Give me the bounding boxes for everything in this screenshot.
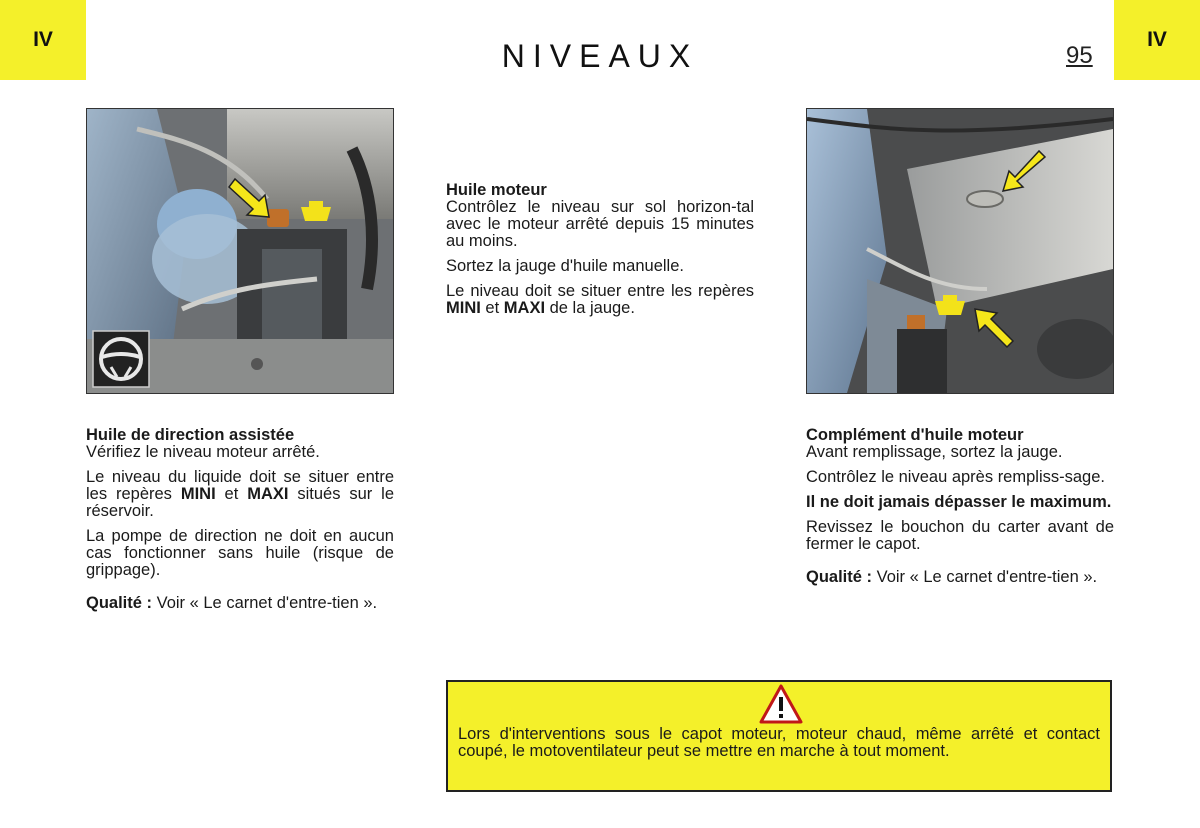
oil-topup-section [806, 427, 1114, 594]
chapter-tab-left: IV [0, 0, 86, 80]
engine-photo-power-steering [86, 108, 394, 394]
paragraph: Contrôlez le niveau sur sol horizon-tal avec le moteur arrêté depuis 15 minutes au moins. [446, 198, 754, 250]
section-heading: Huile moteur [446, 181, 547, 199]
paragraph: Le niveau doit se situer entre les repères MINI et MAXI de la jauge. [446, 282, 754, 317]
engine-photo-oil-filler [806, 108, 1114, 394]
warning-triangle-icon [759, 684, 803, 724]
paragraph: Sortez la jauge d'huile manuelle. [446, 257, 684, 275]
paragraph: Contrôlez le niveau après rempliss-sage. [806, 468, 1105, 486]
quality-note: Qualité : Voir « Le carnet d'entre-tien ». [86, 594, 378, 612]
power-steering-section [86, 427, 394, 620]
paragraph: Le niveau du liquide doit se situer entre les repères MINI et MAXI situés sur le réservoir. [86, 468, 394, 520]
paragraph: Vérifiez le niveau moteur arrêté. [86, 443, 320, 461]
paragraph: La pompe de direction ne doit en aucun cas fonctionner sans huile (risque de grippage). [86, 527, 394, 579]
engine-oil-section [446, 182, 754, 325]
paragraph: Il ne doit jamais dépasser le maximum. [806, 493, 1112, 511]
chapter-tab-right: IV [1114, 0, 1200, 80]
paragraph: Revissez le bouchon du carter avant de fermer le capot. [806, 518, 1114, 553]
page-number: 95 [1066, 42, 1093, 69]
warning-box [446, 680, 1112, 792]
section-heading: Complément d'huile moteur [806, 426, 1024, 444]
steering-wheel-icon [93, 331, 149, 387]
paragraph: Avant remplissage, sortez la jauge. [806, 443, 1063, 461]
quality-note: Qualité : Voir « Le carnet d'entre-tien ». [806, 568, 1098, 586]
warning-text: Lors d'interventions sous le capot moteur, moteur chaud, même arrêté et contact coupé, le motoventilateur peut se mettre en marche à tout moment. [458, 725, 1100, 760]
section-heading: Huile de direction assistée [86, 426, 295, 444]
page-title: NIVEAUX [501, 38, 699, 74]
